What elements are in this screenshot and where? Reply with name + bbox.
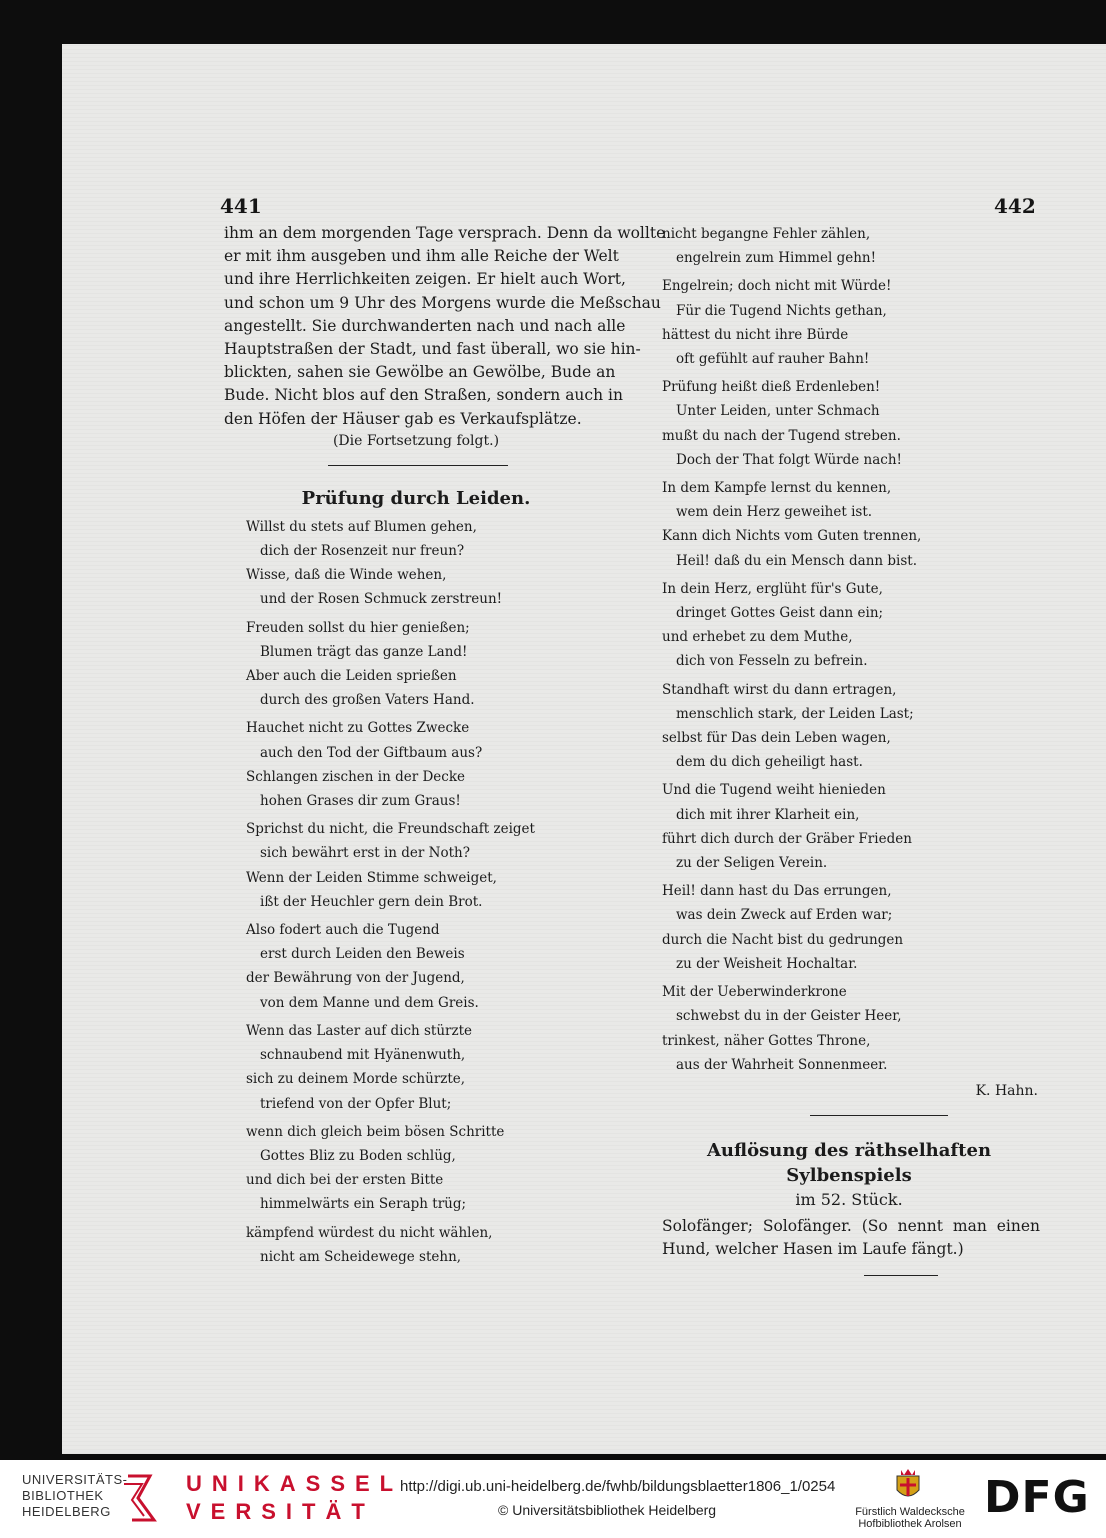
- poem-line: In dem Kampfe lernst du kennen,: [662, 480, 892, 497]
- waldeck-crest-icon: [893, 1468, 923, 1504]
- right-column: [658, 222, 1040, 1276]
- prose-line: Bude. Nicht blos auf den Straßen, sondern auch in: [224, 386, 623, 405]
- poem-line: Willst du stets auf Blumen gehen,: [246, 518, 477, 535]
- poem-line: Schlangen zischen in der Decke: [246, 768, 465, 785]
- poem-line: sich bewährt erst in der Noth?: [260, 845, 470, 862]
- poem-line: dich mit ihrer Klarheit ein,: [676, 806, 860, 823]
- poem-line: führt dich durch der Gräber Frieden: [662, 830, 912, 847]
- poem-line: erst durch Leiden den Beweis: [260, 946, 465, 963]
- prose-line: und ihre Herrlichkeiten zeigen. Er hielt auch Wort,: [224, 270, 626, 289]
- poem-line: Heil! daß du ein Mensch dann bist.: [676, 552, 917, 569]
- solution-text: [658, 1215, 1040, 1261]
- ub-heidelberg-mark-icon: [120, 1470, 162, 1526]
- poem-line: Engelrein; doch nicht mit Würde!: [662, 278, 892, 295]
- poem-line: Wisse, daß die Winde wehen,: [246, 567, 447, 584]
- poem-body-right: [658, 222, 1040, 1077]
- fw-line: Hofbibliothek Arolsen: [858, 1518, 962, 1530]
- poem-line: und der Rosen Schmuck zerstreun!: [260, 591, 503, 608]
- solution-line: Solofänger; Solofänger. (So nennt man einen: [662, 1216, 1040, 1235]
- poem-line: und erhebet zu dem Muthe,: [662, 629, 853, 646]
- poem-line: Kann dich Nichts vom Guten trennen,: [662, 528, 922, 545]
- poem-line: Wenn das Laster auf dich stürzte: [246, 1022, 473, 1039]
- section-divider: [328, 465, 508, 466]
- continuation-note: (Die Fortsetzung folgt.): [332, 432, 500, 449]
- poem-stanza: [224, 1120, 608, 1217]
- poem-line: Freuden sollst du hier genießen;: [246, 619, 470, 636]
- ub-logo-line: BIBLIOTHEK: [22, 1488, 104, 1503]
- ub-logo-line: UNIVERSITÄTS-: [22, 1472, 128, 1487]
- poem-line: dich von Fesseln zu befrein.: [676, 653, 868, 670]
- solution-subtitle: im 52. Stück.: [795, 1189, 903, 1209]
- poem-line: und dich bei der ersten Bitte: [246, 1172, 444, 1189]
- poem-line: selbst für Das dein Leben wagen,: [662, 730, 891, 747]
- prose-line: er mit ihm ausgeben und ihm alle Reiche der Welt: [224, 247, 619, 266]
- poem-line: Blumen trägt das ganze Land!: [260, 643, 468, 660]
- poem-line: ißt der Heuchler gern dein Brot.: [260, 893, 483, 910]
- viewer-footer: [0, 1460, 1106, 1538]
- poem-line: Heil! dann hast du Das errungen,: [662, 883, 892, 900]
- poem-stanza: [224, 918, 608, 1015]
- poem-line: aus der Wahrheit Sonnenmeer.: [676, 1056, 888, 1073]
- poem-line: triefend von der Opfer Blut;: [260, 1095, 452, 1112]
- poem-line: himmelwärts ein Seraph trüg;: [260, 1196, 467, 1213]
- poem-line: dringet Gottes Geist dann ein;: [676, 605, 884, 622]
- poem-stanza: [224, 1221, 608, 1269]
- poem-line: der Bewährung von der Jugend,: [246, 970, 465, 987]
- poem-line: Sprichst du nicht, die Freundschaft zeiget: [246, 821, 535, 838]
- poem-line: durch des großen Vaters Hand.: [260, 692, 475, 709]
- page-number-left: 441: [220, 194, 262, 218]
- poem-author: K. Hahn.: [975, 1082, 1038, 1099]
- poem-line: Für die Tugend Nichts gethan,: [676, 302, 887, 319]
- poem-line: Doch der That folgt Würde nach!: [676, 451, 902, 468]
- prose-line: blickten, sahen sie Gewölbe an Gewölbe, Bude an: [224, 363, 616, 382]
- permalink-url[interactable]: http://digi.ub.uni-heidelberg.de/fwhb/bildungsblaetter1806_1/0254: [400, 1478, 836, 1495]
- poem-stanza: [224, 616, 608, 713]
- poem-stanza: [658, 879, 1040, 976]
- poem-line: Hauchet nicht zu Gottes Zwecke: [246, 720, 470, 737]
- poem-stanza: [224, 1019, 608, 1116]
- prose-line: den Höfen der Häuser gab es Verkaufsplätze.: [224, 409, 582, 428]
- poem-line: dem du dich geheiligt hast.: [676, 754, 863, 771]
- poem-line: von dem Manne und dem Greis.: [260, 994, 479, 1011]
- poem-stanza: [658, 476, 1040, 573]
- poem-stanza: [658, 577, 1040, 674]
- poem-stanza: [224, 716, 608, 813]
- uni-kassel-logo[interactable]: [186, 1470, 403, 1526]
- poem-line: Wenn der Leiden Stimme schweiget,: [246, 869, 497, 886]
- fw-line: Fürstlich Waldecksche: [855, 1506, 965, 1518]
- poem-stanza: [658, 222, 1040, 270]
- poem-line: zu der Weisheit Hochaltar.: [676, 955, 858, 972]
- section-divider: [810, 1115, 948, 1116]
- left-column: [224, 222, 666, 1273]
- poem-body-left: [224, 515, 608, 1269]
- poem-stanza: [658, 274, 1040, 371]
- prose-line: und schon um 9 Uhr des Morgens wurde die Meßschau: [224, 293, 661, 312]
- prose-line: Hauptstraßen der Stadt, und fast überall, wo sie hin-: [224, 340, 641, 359]
- poem-line: schnaubend mit Hyänenwuth,: [260, 1047, 466, 1064]
- prose-line: ihm an dem morgenden Tage versprach. Denn da wollte: [224, 224, 666, 242]
- poem-line: Prüfung heißt dieß Erdenleben!: [662, 379, 881, 396]
- poem-line: trinkest, näher Gottes Throne,: [662, 1032, 871, 1049]
- poem-stanza: [658, 678, 1040, 775]
- poem-line: engelrein zum Himmel gehn!: [676, 250, 877, 267]
- dfg-logo[interactable]: DFG: [984, 1472, 1090, 1523]
- waldeck-library-label[interactable]: [850, 1506, 970, 1530]
- poem-stanza: [658, 375, 1040, 472]
- poem-line: Und die Tugend weiht hienieden: [662, 782, 886, 799]
- poem-line: Mit der Ueberwinderkrone: [662, 984, 847, 1001]
- prose-paragraph: [224, 222, 666, 431]
- poem-line: Aber auch die Leiden sprießen: [246, 668, 457, 685]
- solution-line: Hund, welcher Hasen im Laufe fängt.): [662, 1239, 964, 1258]
- page-number-right: 442: [994, 194, 1036, 218]
- ub-logo-line: HEIDELBERG: [22, 1504, 111, 1519]
- poem-line: nicht begangne Fehler zählen,: [662, 226, 871, 242]
- poem-line: was dein Zweck auf Erden war;: [676, 907, 893, 924]
- poem-line: durch die Nacht bist du gedrungen: [662, 931, 904, 948]
- poem-line: Unter Leiden, unter Schmach: [676, 403, 880, 420]
- poem-stanza: [224, 515, 608, 612]
- poem-line: menschlich stark, der Leiden Last;: [676, 705, 914, 722]
- poem-title: Prüfung durch Leiden.: [301, 487, 531, 509]
- kassel-line-1: UNIKASSEL: [186, 1471, 404, 1496]
- poem-line: auch den Tod der Giftbaum aus?: [260, 744, 483, 761]
- poem-stanza: [658, 778, 1040, 875]
- poem-line: mußt du nach der Tugend streben.: [662, 427, 901, 444]
- kassel-line-2: VERSITÄT: [186, 1499, 375, 1524]
- poem-line: kämpfend würdest du nicht wählen,: [246, 1224, 493, 1241]
- poem-line: wenn dich gleich beim bösen Schritte: [246, 1123, 505, 1140]
- poem-line: Standhaft wirst du dann ertragen,: [662, 681, 897, 698]
- poem-line: In dein Herz, erglüht für's Gute,: [662, 580, 883, 597]
- poem-line: nicht am Scheidewege stehn,: [260, 1248, 462, 1265]
- copyright-notice: © Universitätsbibliothek Heidelberg: [498, 1502, 717, 1518]
- poem-line: hättest du nicht ihre Bürde: [662, 326, 849, 343]
- ub-heidelberg-logo[interactable]: [22, 1472, 127, 1520]
- poem-line: dich der Rosenzeit nur freun?: [260, 543, 465, 560]
- poem-line: wem dein Herz geweihet ist.: [676, 504, 873, 521]
- poem-line: zu der Seligen Verein.: [676, 855, 828, 872]
- poem-line: sich zu deinem Morde schürzte,: [246, 1071, 466, 1088]
- solution-title: Auflösung des räthselhaften Sylbenspiels: [706, 1139, 992, 1186]
- poem-line: schwebst du in der Geister Heer,: [676, 1008, 902, 1025]
- poem-line: Gottes Bliz zu Boden schlüg,: [260, 1147, 456, 1164]
- poem-line: oft gefühlt auf rauher Bahn!: [676, 351, 870, 368]
- end-divider: [864, 1275, 938, 1276]
- poem-stanza: [224, 817, 608, 914]
- prose-line: angestellt. Sie durchwanderten nach und nach alle: [224, 316, 626, 335]
- poem-line: Also fodert auch die Tugend: [246, 922, 440, 939]
- poem-stanza: [658, 980, 1040, 1077]
- book-page-spread: [62, 44, 1106, 1454]
- poem-line: hohen Grases dir zum Graus!: [260, 793, 461, 810]
